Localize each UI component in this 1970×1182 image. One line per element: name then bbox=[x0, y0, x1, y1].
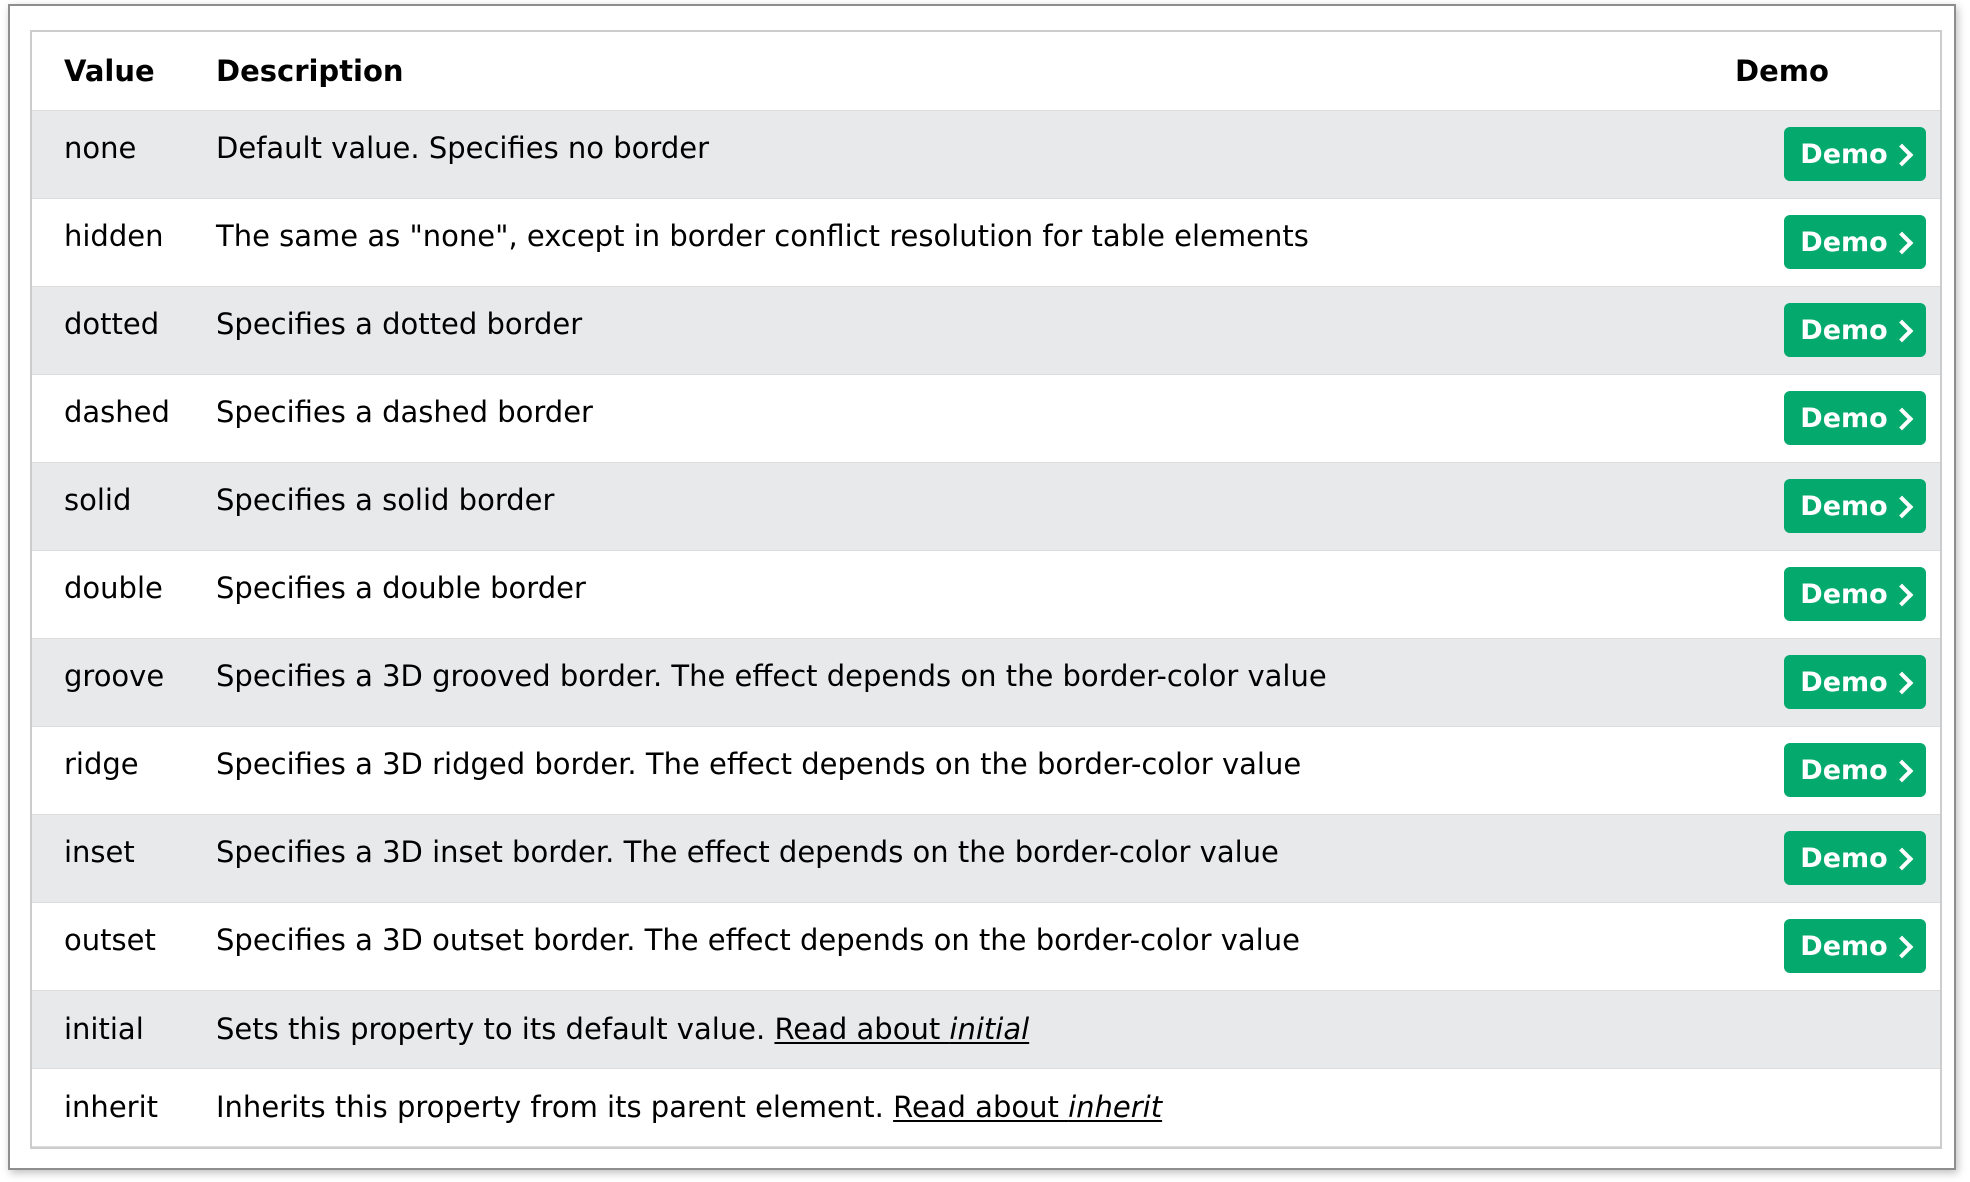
row-demo-cell bbox=[1700, 198, 1940, 286]
table-row bbox=[32, 638, 1940, 726]
row-description-text: Inherits this property from its parent element. bbox=[216, 1090, 894, 1124]
chevron-right-icon bbox=[1890, 583, 1913, 606]
row-value: ridge bbox=[64, 747, 139, 781]
row-demo-cell bbox=[1700, 374, 1940, 462]
chevron-right-icon bbox=[1890, 495, 1913, 518]
row-value: dashed bbox=[64, 395, 170, 429]
row-demo-cell bbox=[1700, 990, 1940, 1068]
row-value: inset bbox=[64, 835, 135, 869]
demo-button-none[interactable] bbox=[1784, 127, 1926, 181]
demo-button-label: Demo bbox=[1800, 490, 1888, 522]
demo-button-outset[interactable] bbox=[1784, 919, 1926, 973]
property-values-table bbox=[32, 32, 1940, 1147]
row-demo-cell bbox=[1700, 286, 1940, 374]
row-description: Specifies a 3D ridged border. The effect depends on the border-color value bbox=[216, 747, 1302, 781]
chevron-right-icon bbox=[1890, 759, 1913, 782]
row-description: Specifies a 3D inset border. The effect depends on the border-color value bbox=[216, 835, 1279, 869]
demo-button-hidden[interactable] bbox=[1784, 215, 1926, 269]
table-row bbox=[32, 374, 1940, 462]
demo-button-label: Demo bbox=[1800, 754, 1888, 786]
demo-button-label: Demo bbox=[1800, 842, 1888, 874]
table-row bbox=[32, 110, 1940, 198]
row-demo-cell bbox=[1700, 462, 1940, 550]
row-value: none bbox=[64, 131, 137, 165]
row-value: dotted bbox=[64, 307, 160, 341]
demo-button-label: Demo bbox=[1800, 402, 1888, 434]
row-description: Default value. Specifies no border bbox=[216, 131, 709, 165]
demo-button-groove[interactable] bbox=[1784, 655, 1926, 709]
row-description bbox=[204, 1068, 1700, 1146]
row-demo-cell bbox=[1700, 726, 1940, 814]
table-header-row bbox=[32, 32, 1940, 110]
chevron-right-icon bbox=[1890, 319, 1913, 342]
row-value: hidden bbox=[64, 219, 164, 253]
property-values-table-container bbox=[30, 30, 1942, 1149]
table-row bbox=[32, 1068, 1940, 1146]
chevron-right-icon bbox=[1890, 231, 1913, 254]
demo-button-label: Demo bbox=[1800, 578, 1888, 610]
header-description: Description bbox=[204, 32, 1700, 110]
demo-button-label: Demo bbox=[1800, 930, 1888, 962]
row-description: Specifies a dotted border bbox=[216, 307, 583, 341]
chevron-right-icon bbox=[1890, 935, 1913, 958]
chevron-right-icon bbox=[1890, 143, 1913, 166]
table-row bbox=[32, 726, 1940, 814]
link-prefix: Read about bbox=[774, 1012, 950, 1046]
demo-button-double[interactable] bbox=[1784, 567, 1926, 621]
demo-button-solid[interactable] bbox=[1784, 479, 1926, 533]
table-row bbox=[32, 814, 1940, 902]
table-row bbox=[32, 286, 1940, 374]
row-demo-cell bbox=[1700, 902, 1940, 990]
header-demo: Demo bbox=[1700, 32, 1940, 110]
chevron-right-icon bbox=[1890, 671, 1913, 694]
row-demo-cell bbox=[1700, 550, 1940, 638]
header-value: Value bbox=[32, 32, 204, 110]
row-value: solid bbox=[64, 483, 132, 517]
row-demo-cell bbox=[1700, 638, 1940, 726]
link-prefix: Read about bbox=[893, 1090, 1069, 1124]
row-description: Specifies a 3D grooved border. The effect depends on the border-color value bbox=[216, 659, 1327, 693]
row-demo-cell bbox=[1700, 1068, 1940, 1146]
page-frame bbox=[8, 4, 1956, 1170]
row-value: groove bbox=[64, 659, 165, 693]
row-value: double bbox=[64, 571, 163, 605]
demo-button-label: Demo bbox=[1800, 314, 1888, 346]
row-description: The same as "none", except in border conflict resolution for table elements bbox=[216, 219, 1309, 253]
chevron-right-icon bbox=[1890, 847, 1913, 870]
row-description: Specifies a 3D outset border. The effect depends on the border-color value bbox=[216, 923, 1300, 957]
row-description: Specifies a double border bbox=[216, 571, 586, 605]
row-value: initial bbox=[64, 1012, 144, 1046]
demo-button-dotted[interactable] bbox=[1784, 303, 1926, 357]
demo-button-label: Demo bbox=[1800, 226, 1888, 258]
row-value: outset bbox=[64, 923, 156, 957]
table-row bbox=[32, 550, 1940, 638]
row-description-text: Sets this property to its default value. bbox=[216, 1012, 775, 1046]
demo-button-inset[interactable] bbox=[1784, 831, 1926, 885]
demo-button-ridge[interactable] bbox=[1784, 743, 1926, 797]
row-value: inherit bbox=[64, 1090, 159, 1124]
link-term: inherit bbox=[1068, 1090, 1163, 1124]
read-about-inherit-link[interactable] bbox=[893, 1090, 1162, 1124]
row-description: Specifies a solid border bbox=[216, 483, 555, 517]
demo-button-label: Demo bbox=[1800, 666, 1888, 698]
read-about-initial-link[interactable] bbox=[774, 1012, 1029, 1046]
row-description bbox=[204, 990, 1700, 1068]
table-row bbox=[32, 198, 1940, 286]
table-row bbox=[32, 902, 1940, 990]
link-term: initial bbox=[949, 1012, 1030, 1046]
demo-button-label: Demo bbox=[1800, 138, 1888, 170]
table-row bbox=[32, 990, 1940, 1068]
chevron-right-icon bbox=[1890, 407, 1913, 430]
row-demo-cell bbox=[1700, 110, 1940, 198]
row-demo-cell bbox=[1700, 814, 1940, 902]
row-description: Specifies a dashed border bbox=[216, 395, 593, 429]
demo-button-dashed[interactable] bbox=[1784, 391, 1926, 445]
table-row bbox=[32, 462, 1940, 550]
